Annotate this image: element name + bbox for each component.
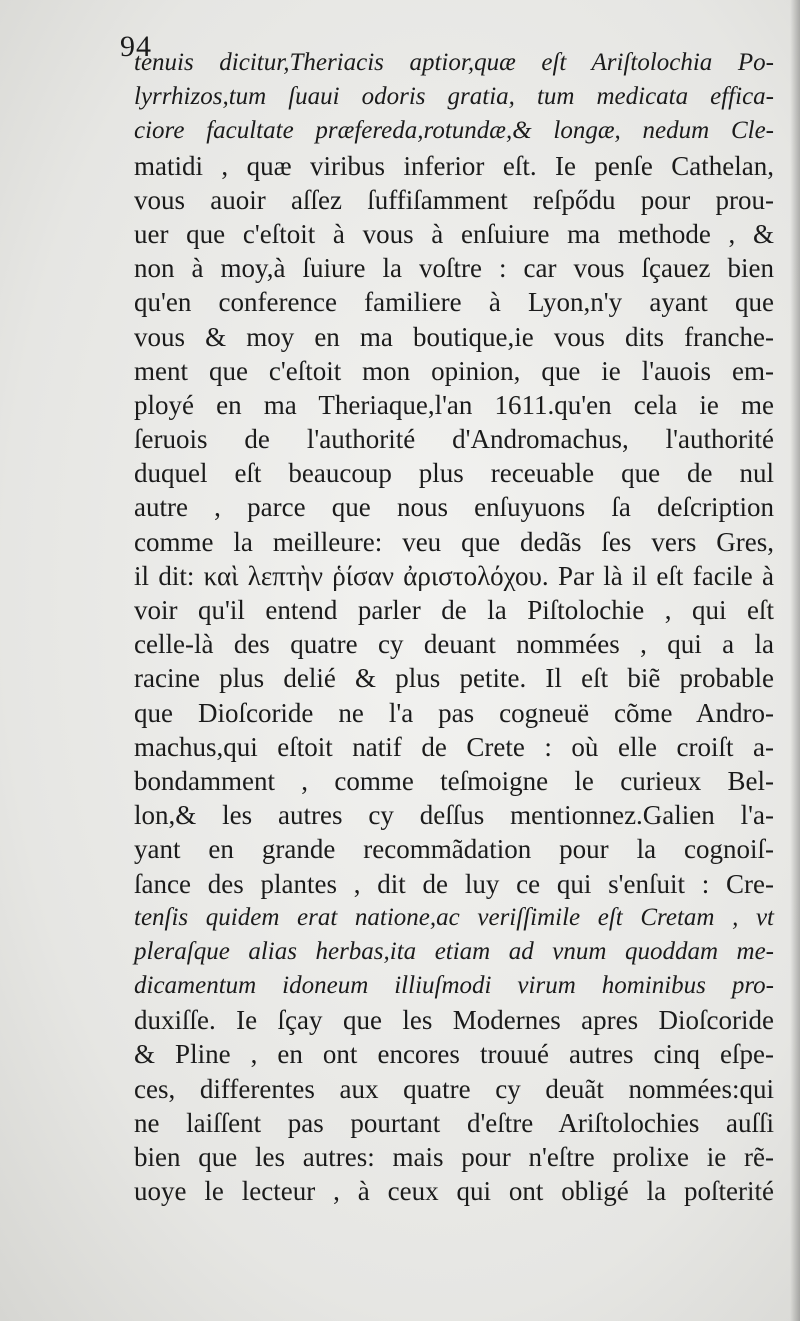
text-line: uoye le lecteur , à ceux qui ont obligé la poſterité: [134, 1176, 774, 1207]
text-line: dicamentum idoneum illiuſmodi virum hominibus pro-: [134, 972, 774, 1000]
text-line: yant en grande recommãdation pour la cognoiſ-: [134, 834, 774, 865]
text-line: bien que les autres: mais pour n'eſtre prolixe ie rẽ-: [134, 1142, 774, 1172]
text-line: ciore facultate præfereda,rotundæ,& longæ, nedum Cle-: [134, 117, 774, 145]
text-line: racine plus delié & plus petite. Il eſt biẽ probable: [134, 663, 774, 694]
text-line: uer que c'eſtoit à vous à enſuiure ma methode , &: [134, 218, 774, 249]
text-line: comme la meilleure: veu que dedãs ſes vers Gres,: [134, 526, 774, 557]
text-line: duxiſſe. Ie ſçay que les Modernes apres Dioſcoride: [134, 1005, 774, 1036]
text-line: matidi , quæ viribus inferior eſt. Ie penſe Cathelan,: [134, 150, 774, 181]
text-line: duquel eſt beaucoup plus receuable que de nul: [134, 458, 774, 489]
text-line: ces, differentes aux quatre cy deuãt nommées:qui: [134, 1073, 774, 1104]
text-line: lyrrhizos,tum ſuaui odoris gratia, tum medicata effica-: [134, 83, 774, 111]
page-number: 94: [120, 30, 152, 63]
text-line: celle-là des quatre cy deuant nommées , qui a la: [134, 629, 774, 660]
page-gutter-shadow: [790, 0, 800, 1321]
text-line: bondamment , comme teſmoigne le curieux Bel-: [134, 765, 774, 796]
text-line: lon,& les autres cy deſſus mentionnez.Galien l'a-: [134, 800, 774, 831]
text-line: vous & moy en ma boutique,ie vous dits franche-: [134, 321, 774, 352]
text-line: ſeruois de l'authorité d'Andromachus, l'authorité: [134, 424, 774, 455]
text-line: tenſis quidem erat natione,ac veriſſimile eſt Cretam , vt: [134, 903, 774, 931]
text-line: pleraſque alias herbas,ita etiam ad vnum quoddam me-: [134, 937, 774, 965]
text-line: vous auoir aſſez ſuffiſamment reſpődu pour prou-: [134, 184, 774, 215]
text-line: ſance des plantes , dit de luy ce qui s'enſuit : Cre-: [134, 868, 774, 899]
text-line: tenuis dicitur,Theriacis aptior,quæ eſt Ariſtolochia Po-: [134, 49, 774, 76]
text-line: voir qu'il entend parler de la Piſtolochie , qui eſt: [134, 595, 774, 625]
text-line: ne laiſſent pas pourtant d'eſtre Ariſtolochies auſſi: [134, 1107, 774, 1138]
text-line: ment que c'eſtoit mon opinion, que ie l'auois em-: [134, 355, 774, 386]
text-line: non à moy,à ſuiure la voſtre : car vous ſçauez bien: [134, 253, 774, 284]
text-line: il dit: καὶ λεπτὴν ῥίσαν ἀριστολόχου. Par là il eſt facile à: [134, 560, 774, 591]
text-block: [134, 46, 774, 1208]
text-line: autre , parce que nous enſuyuons ſa deſcription: [134, 492, 774, 523]
text-line: machus,qui eſtoit natif de Crete : où elle croiſt a-: [134, 731, 774, 762]
text-line: qu'en conference familiere à Lyon,n'y ayant que: [134, 287, 774, 318]
text-line: que Dioſcoride ne l'a pas cogneuë cõme Andro-: [134, 697, 774, 728]
text-line: & Pline , en ont encores trouué autres cinq eſpe-: [134, 1039, 774, 1070]
text-line: ployé en ma Theriaque,l'an 1611.qu'en cela ie me: [134, 389, 774, 420]
